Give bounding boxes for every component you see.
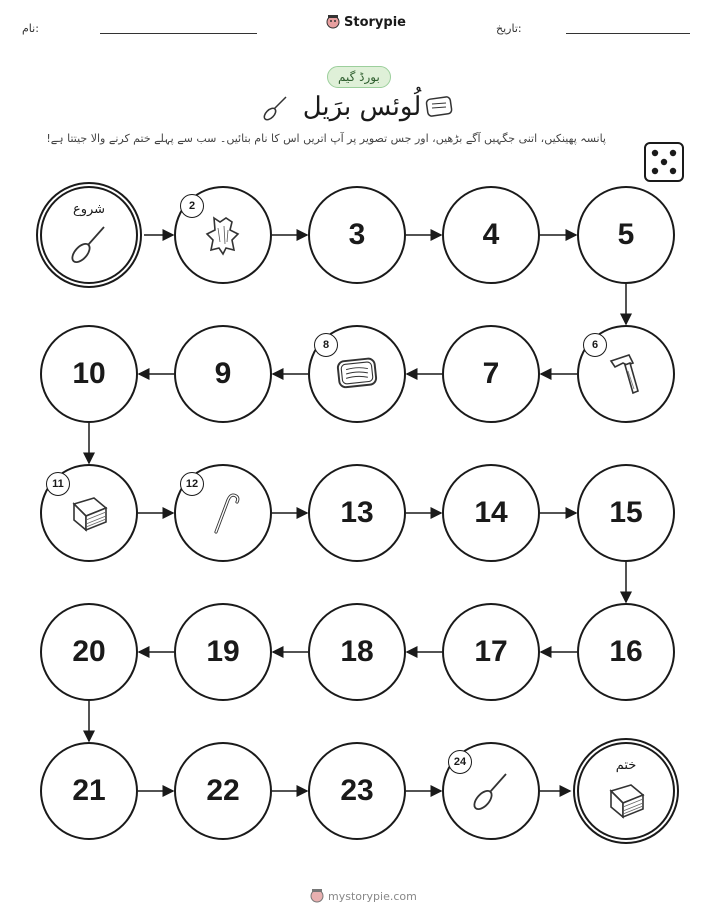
brand-name: Storypie [344, 14, 406, 30]
board-space-4[interactable] [442, 186, 540, 284]
start-label: شروع [72, 202, 106, 217]
board-space-19[interactable] [174, 603, 272, 701]
finish-label: ختم [615, 758, 637, 773]
awl-icon [468, 768, 514, 814]
book-icon [66, 490, 112, 536]
board-space-20[interactable] [40, 603, 138, 701]
board-space-17[interactable] [442, 603, 540, 701]
space-number: 3 [348, 218, 366, 251]
board-space-11[interactable] [40, 464, 138, 562]
board-space-9[interactable] [174, 325, 272, 423]
space-number: 21 [72, 774, 106, 807]
board-space-2[interactable] [174, 186, 272, 284]
tablet-icon [328, 349, 386, 399]
space-number-badge: 11 [46, 472, 70, 496]
space-number: 13 [340, 496, 374, 529]
board-space-21[interactable] [40, 742, 138, 840]
space-number: 5 [617, 218, 635, 251]
board-game-tag: بورڈ گیم [327, 66, 391, 88]
space-number-badge: 2 [180, 194, 204, 218]
instructions: پانسہ پھینکیں، اتنی جگہیں آگے بڑھیں، اور جس تصویر پر آپ اتریں اس کا نام بتائیں۔ سب سے پہلے ختم کرنے والا جیتتا ہے! [46, 132, 606, 145]
hammer-icon [603, 351, 649, 397]
footer [310, 888, 417, 904]
board-space-13[interactable] [308, 464, 406, 562]
space-number: 23 [340, 774, 374, 807]
space-number: 16 [609, 635, 643, 668]
date-label: تاریخ: [496, 22, 522, 35]
space-number-badge: 8 [314, 333, 338, 357]
board-space-22[interactable] [174, 742, 272, 840]
space-number: 4 [482, 218, 500, 251]
space-number-badge: 6 [583, 333, 607, 357]
awl-icon [66, 221, 112, 267]
space-number: 7 [482, 357, 500, 390]
space-number: 15 [609, 496, 643, 529]
board-space-15[interactable] [577, 464, 675, 562]
board-space-12[interactable] [174, 464, 272, 562]
start-space[interactable] [40, 186, 138, 284]
cane-icon [200, 490, 246, 536]
finish-space[interactable] [577, 742, 675, 840]
space-number: 9 [214, 357, 232, 390]
space-number: 17 [474, 635, 508, 668]
name-label: نام: [22, 22, 39, 35]
space-number: 19 [206, 635, 240, 668]
board-space-8[interactable] [308, 325, 406, 423]
footer-mascot-icon [310, 888, 324, 904]
footer-url[interactable]: mystorypie.com [328, 889, 417, 903]
board-space-16[interactable] [577, 603, 675, 701]
book-icon [603, 777, 649, 823]
board-space-10[interactable] [40, 325, 138, 423]
board-space-5[interactable] [577, 186, 675, 284]
space-number-badge: 12 [180, 472, 204, 496]
space-number: 10 [72, 357, 106, 390]
board-space-23[interactable] [308, 742, 406, 840]
space-number: 22 [206, 774, 240, 807]
board-space-7[interactable] [442, 325, 540, 423]
space-number: 14 [474, 496, 508, 529]
leather-hide-icon [200, 212, 246, 258]
space-number-badge: 24 [448, 750, 472, 774]
board-space-18[interactable] [308, 603, 406, 701]
page-title: لُوئس برَیل [302, 92, 422, 122]
board-space-14[interactable] [442, 464, 540, 562]
space-number: 20 [72, 635, 106, 668]
board-space-6[interactable] [577, 325, 675, 423]
space-number: 18 [340, 635, 374, 668]
board-space-24[interactable] [442, 742, 540, 840]
board-space-3[interactable] [308, 186, 406, 284]
